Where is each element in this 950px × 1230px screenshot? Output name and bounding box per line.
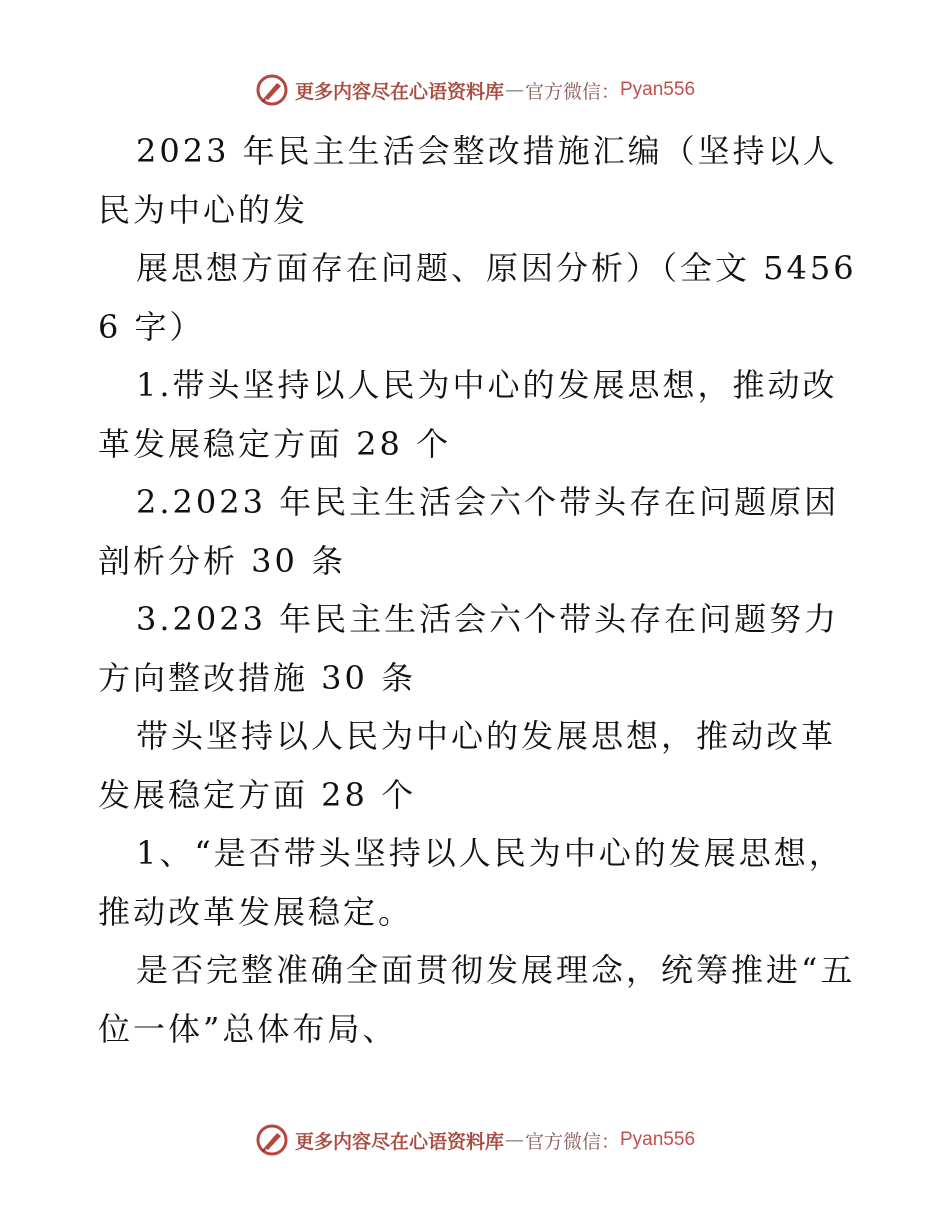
watermark-wechat-id: Pyan556 [620,1129,696,1150]
pen-circle-logo-icon [255,73,289,107]
paragraph-toc-item-2: 2.2023 年民主生活会六个带头存在问题原因剖析分析 30 条 [98,483,840,580]
watermark-wechat-id: Pyan556 [620,79,696,100]
paragraph-title-line-2: 展思想方面存在问题、原因分析）（全文 54566 字） [98,249,857,346]
watermark-wechat-label: 官方微信： [524,1130,620,1153]
document-body [98,122,858,1058]
paragraph-toc-item-1: 1.带头坚持以人民为中心的发展思想，推动改革发展稳定方面 28 个 [98,366,838,463]
watermark-wechat-label: 官方微信： [524,80,620,103]
watermark-separator: — [504,79,524,101]
paragraph-section-heading: 带头坚持以人民为中心的发展思想，推动改革发展稳定方面 28 个 [98,717,837,814]
watermark-separator: — [504,1129,524,1151]
paragraph-toc-item-3: 3.2023 年民主生活会六个带头存在问题努力方向整改措施 30 条 [98,600,840,697]
paragraph-title-line-1: 2023 年民主生活会整改措施汇编（坚持以人民为中心的发 [98,132,838,229]
header-watermark-banner [0,70,950,110]
paragraph-item-1: 1、“是否带头坚持以人民为中心的发展思想，推动改革发展稳定。 [98,834,844,931]
watermark-site-text: 更多内容尽在心语资料库 [294,80,504,103]
paragraph-body-1: 是否完整准确全面贯彻发展理念，统筹推进“五位一体”总体布局、 [98,951,856,1048]
watermark-site-text: 更多内容尽在心语资料库 [294,1130,504,1153]
footer-watermark-banner [0,1120,950,1160]
pen-circle-logo-icon [255,1123,289,1157]
